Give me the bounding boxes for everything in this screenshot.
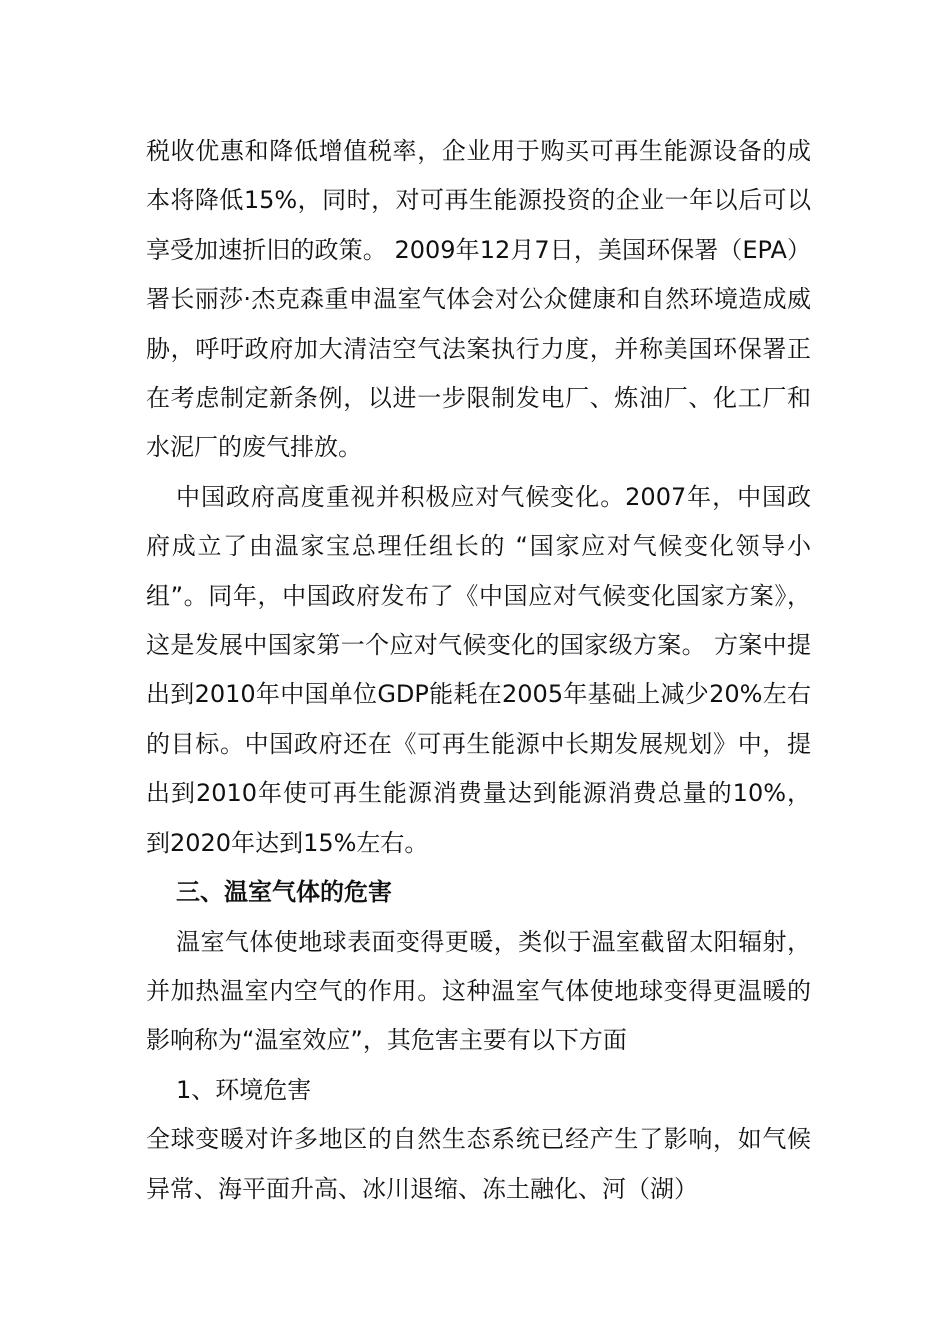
paragraph-tax-incentives: 税收优惠和降低增值税率，企业用于购买可再生能源设备的成本将降低15%，同时，对可再生能源投资的企业一年以后可以享受加速折旧的政策。 2009年12月7日，美国环保署（EPA）署长丽莎·杰克森重申温室气体会对公众健康和自然环境造成威胁，呼吁政府加大清洁空气法案执行力度，并称美国环保署正在考虑制定新条例，以进一步限制发电厂、炼油厂、化工厂和水泥厂的废气排放。 [146,137,811,462]
document-body [146,127,811,1214]
paragraph-greenhouse-effect: 温室气体使地球表面变得更暖，类似于温室截留太阳辐射，并加热温室内空气的作用。这种温室气体使地球变得更温暖的影响称为“温室效应”，其危害主要有以下方面 [146,927,811,1055]
section-heading-greenhouse-harm: 三、温室气体的危害 [176,878,392,907]
paragraph-global-warming-impact: 全球变暖对许多地区的自然生态系统已经产生了影响，如气候异常、海平面升高、冰川退缩、冻土融化、河（湖） [146,1125,811,1203]
subheading-environmental-harm: 1、环境危害 [176,1075,312,1104]
paragraph-china-policy: 中国政府高度重视并积极应对气候变化。2007年，中国政府成立了由温家宝总理任组长的 “国家应对气候变化领导小组”。同年，中国政府发布了《中国应对气候变化国家方案》，这是发展中国家第一个应对气候变化的国家级方案。 方案中提出到2010年中国单位GDP能耗在2005年基础上减少20%左右的目标。中国政府还在《可再生能源中长期发展规划》中，提出到2010年使可再生能源消费量达到能源消费总量的10%，到2020年达到15%左右。 [146,482,811,857]
